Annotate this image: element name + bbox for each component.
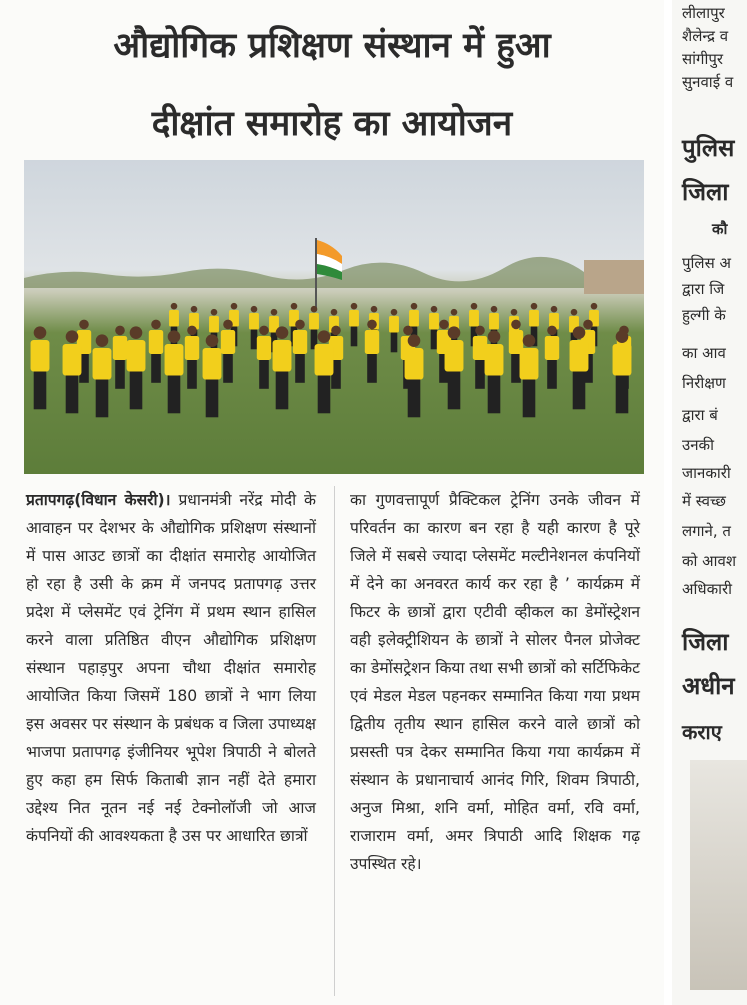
student-figure bbox=[389, 309, 399, 352]
adjacent-line: लीलापुर bbox=[682, 4, 725, 22]
adjacent-line: हुल्गी के bbox=[682, 306, 726, 324]
column-1-text: प्रधानमंत्री नरेंद्र मोदी के आवाहन पर देशभर के औद्योगिक प्रशिक्षण संस्थानों में पास आउट छात्रों का दीक्षांत समारोह आयोजित हो रहा है उसी के क्रम में जनपद प्रतापगढ़ उत्तर प्रदेश में प्लेसमेंट एवं ट्रेनिंग में प्रथम स्थान हासिल करने वाला प्रतिष्ठित वीएन औद्योगिक प्रशिक्षण संस्थान पहाड़पुर अपना चौथा दीक्षांत समारोह आयोजित किया जिसमें 180 छात्रों ने भाग लिया इस अवसर पर संस्थान के प्रबंधक व जिला उपाध्यक्ष भाजपा प्रतापगढ़ इंजीनियर भूपेश त्रिपाठी ने बोलते हुए कहा हम सिर्फ किताबी ज्ञान नहीं देते हमारा उद्देश्य नित नूतन नई नई टेक्नोलॉजी जो आज कंपनियों की आवश्यकता है उस पर आधारित छात्रों bbox=[26, 491, 316, 845]
adjacent-line: निरीक्षण bbox=[682, 374, 726, 392]
adjacent-line: शैलेन्द्र व bbox=[682, 27, 729, 45]
student-figure bbox=[309, 306, 319, 349]
adjacent-line: पुलिस अ bbox=[682, 254, 731, 272]
article-column-2 bbox=[350, 486, 640, 878]
headline-line-1: औद्योगिक प्रशिक्षण संस्थान में हुआ bbox=[113, 26, 551, 66]
adjacent-line: द्वारा जि bbox=[682, 280, 725, 298]
student-figure bbox=[31, 326, 50, 409]
adjacent-subheading: कौ bbox=[712, 220, 728, 238]
adjacent-line: सांगीपुर bbox=[682, 50, 724, 68]
article-column-1 bbox=[26, 486, 316, 850]
student-figure bbox=[127, 326, 146, 409]
students-assembly-photo bbox=[24, 160, 644, 474]
adjacent-line: सुनवाई व bbox=[682, 73, 734, 91]
adjacent-line: द्वारा बं bbox=[682, 406, 718, 424]
student-figure bbox=[149, 320, 163, 383]
student-figure bbox=[113, 326, 127, 389]
adjacent-heading: कराए bbox=[682, 720, 722, 744]
adjacent-line: उनकी bbox=[682, 436, 714, 454]
column-2-text: का गुणवत्तापूर्ण प्रैक्टिकल ट्रेनिंग उनके जीवन में परिवर्तन का कारण बन रहा है यही कारण है पूरे जिले में सबसे ज्यादा प्लेसमेंट मल्टीनेशनल कंपनियों में देने का अनवरत कार्य कर रहा है ’ कार्यक्रम में फिटर के छात्रों द्वारा एटीवी व्हीकल का डेमोंस्ट्रेशन वही इलेक्ट्रीशियन के छात्रों ने सोलर पैनल प्रोजेक्ट का डेमोंसट्रेशन किया तथा सभी छात्रों को सर्टिफिकेट एवं मेडल मेडल पहनकर सम्मानित किया गया प्रथम द्वितीय तृतीय स्थान हासिल करने वाले छात्रों को प्रसस्ती पत्र देकर सम्मानित किया गया कार्यक्रम में संस्थान के प्रधानाचार्य आनंद गिरि, शिवम त्रिपाठी, अनुज मिश्रा, शनि वर्मा, मोहित वर्मा, रवि वर्मा, राजाराम वर्मा, अमर त्रिपाठी आदि शिक्षक गढ़ उपस्थित रहे। bbox=[350, 491, 640, 873]
adjacent-heading: पुलिस bbox=[682, 134, 735, 162]
adjacent-line: में स्वच्छ bbox=[682, 492, 726, 510]
adjacent-heading: जिला bbox=[682, 628, 729, 656]
headline-line-2: दीक्षांत समारोह का आयोजन bbox=[151, 104, 513, 144]
student-figure bbox=[165, 330, 184, 413]
adjacent-line: लगाने, त bbox=[682, 522, 731, 540]
dateline: प्रतापगढ़(विधान केसरी)। bbox=[26, 491, 171, 509]
adjacent-line: का आव bbox=[682, 344, 726, 362]
column-divider bbox=[334, 486, 335, 996]
adjacent-article-strip bbox=[672, 0, 747, 1005]
adjacent-line: अधिकारी bbox=[682, 580, 732, 598]
student-figure bbox=[257, 326, 271, 389]
adjacent-photo bbox=[690, 760, 747, 990]
adjacent-heading: जिला bbox=[682, 178, 729, 206]
adjacent-line: जानकारी bbox=[682, 464, 731, 482]
student-figure bbox=[93, 334, 112, 417]
student-figure bbox=[349, 303, 359, 346]
adjacent-line: को आवश bbox=[682, 552, 737, 570]
student-figure bbox=[485, 330, 504, 413]
adjacent-heading: अधीन bbox=[682, 672, 735, 700]
student-figure bbox=[203, 334, 222, 417]
news-photo bbox=[24, 160, 644, 474]
